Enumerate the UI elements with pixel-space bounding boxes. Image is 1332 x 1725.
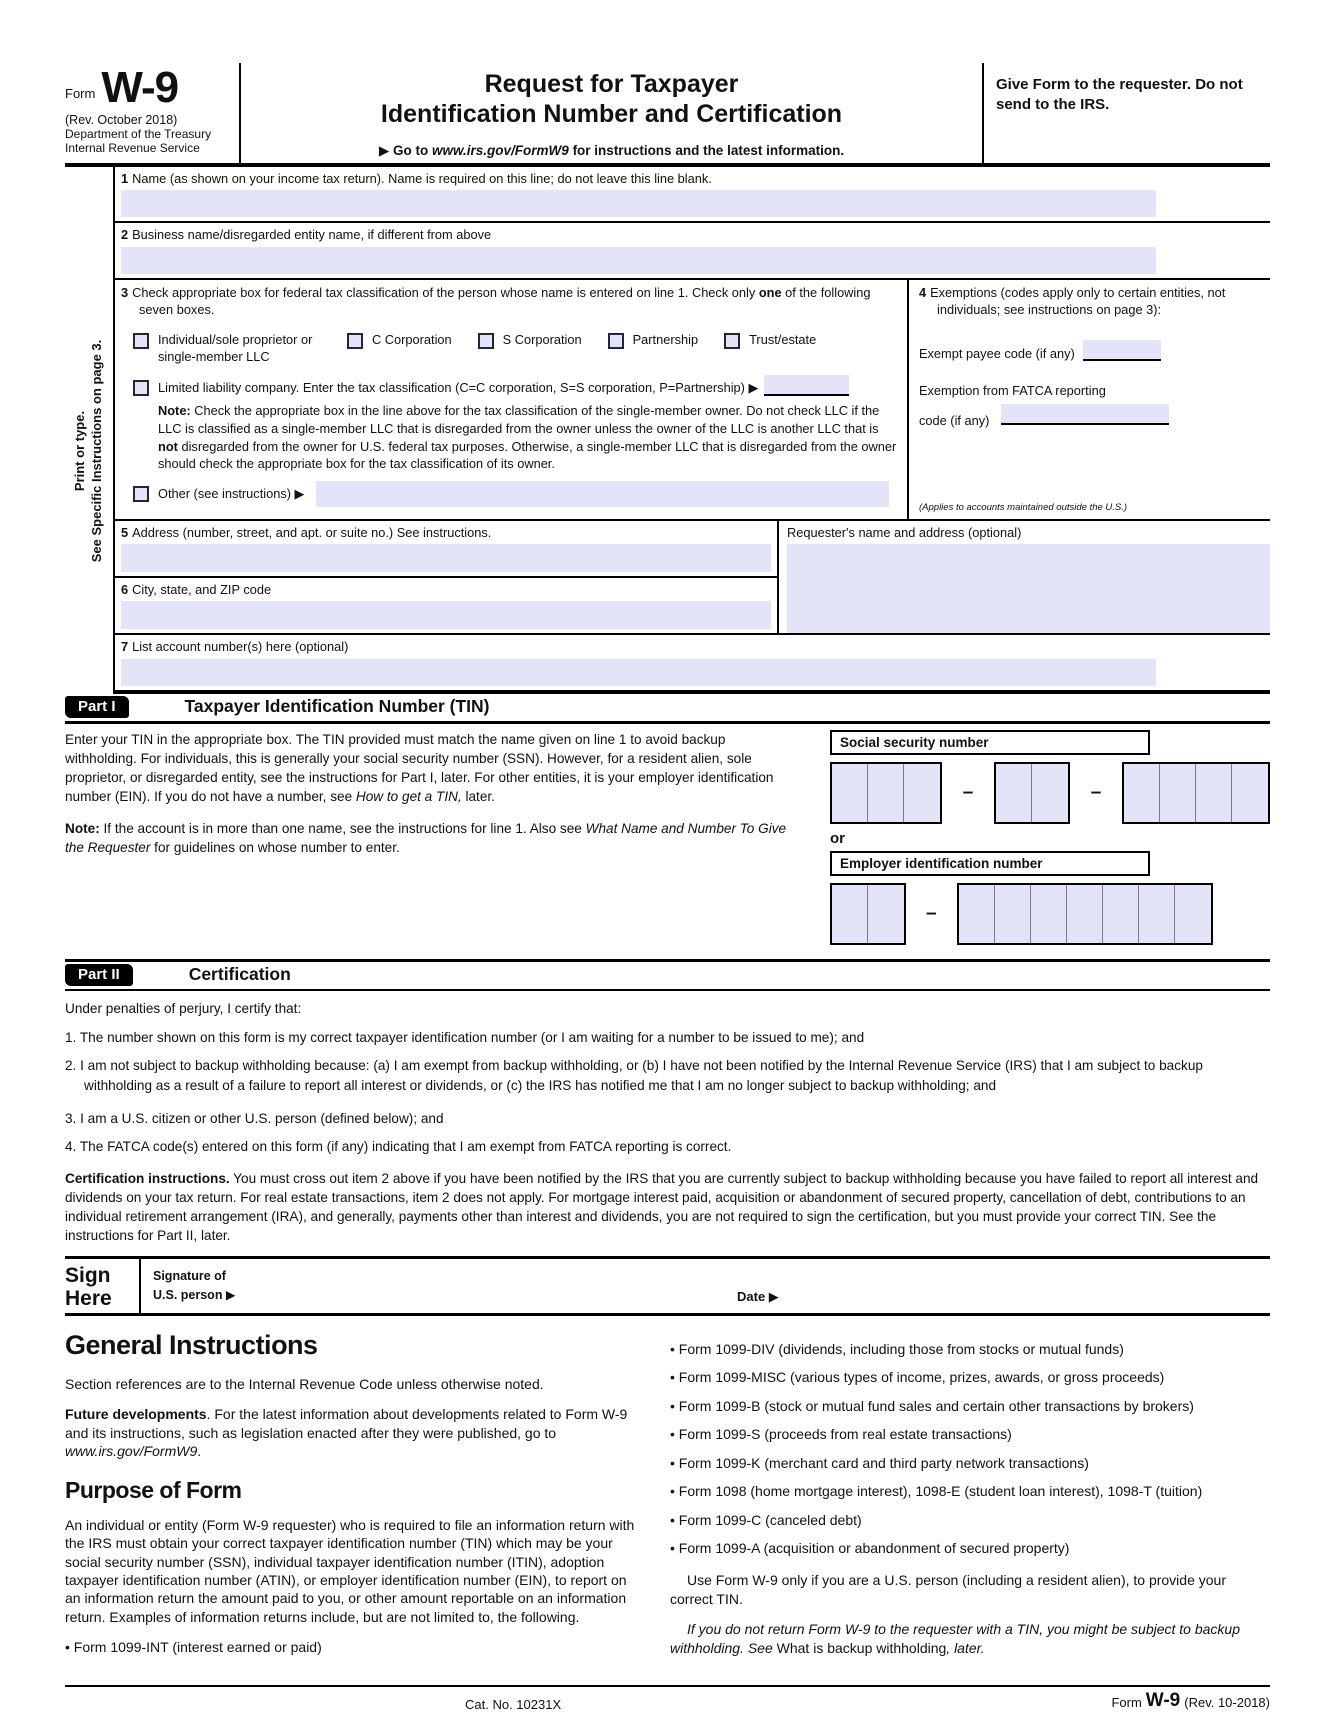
line1-label: Name (as shown on your income tax return). Name is required on this line; do not leave this line blank.: [132, 171, 712, 186]
requester-label: Requester's name and address (optional): [787, 524, 1022, 540]
ein-cells: [830, 883, 1270, 945]
line1-number: 1: [121, 171, 129, 186]
instructions-left-column: [65, 1330, 638, 1670]
here-word: Here: [65, 1287, 112, 1311]
llc-note: [158, 402, 897, 473]
certification-instructions: [65, 1169, 1270, 1246]
us-person-label: U.S. person ▶: [153, 1288, 236, 1303]
line2-label: Business name/disregarded entity name, if different from above: [132, 227, 492, 243]
general-instructions-title: General Instructions: [65, 1329, 318, 1360]
vertical-line2: See Specific Instructions on page 3.: [89, 340, 104, 563]
ein-group-1: [830, 883, 906, 945]
line6-label: City, state, and ZIP code: [132, 582, 272, 598]
date-input-area[interactable]: [779, 1259, 1270, 1313]
form-grid: [65, 167, 1270, 694]
tin-note-text: If the account is in more than one name, see the instructions for line 1. Also see: [99, 820, 586, 836]
backup-withholding-normal: What is backup withholding: [776, 1639, 947, 1656]
purpose-of-form-para: An individual or entity (Form W-9 requester) who is required to file an information return with the IRS must obtain your correct taxpayer identification number (TIN) which may be your social security number (SSN), individual taxpayer identification number (ITIN), adoption taxpayer identification number (ATIN), or employer identification number (EIN), to report on an information return the amount paid to you, or other amount reportable on an information return. Examples of information returns include, but are not limited to, the following.: [65, 1516, 635, 1625]
ssn-cell[interactable]: [1032, 764, 1068, 822]
part2-badge: Part II: [65, 964, 133, 986]
form-reference: [1111, 1691, 1270, 1710]
tin-para-italic: How to get a TIN,: [355, 788, 462, 804]
instructions-right-column: [670, 1330, 1270, 1670]
line4-label: Exemptions (codes apply only to certain entities, not individuals; see instructions on page 3):: [930, 284, 1226, 317]
department-line: Department of the Treasury: [65, 126, 212, 141]
backup-withholding-italic1: If you do not return Form W-9 to the requester with a TIN, you might be subject to backup withholding. See: [670, 1621, 1241, 1656]
signature-of-label: Signature of: [153, 1268, 226, 1283]
tin-para-end: later.: [461, 788, 495, 804]
exempt-payee-label: Exempt payee code (if any): [919, 346, 1075, 362]
or-label: or: [830, 829, 845, 847]
date-label: Date ▶: [737, 1288, 779, 1304]
ein-cell[interactable]: [1175, 885, 1211, 943]
general-instructions-section: [65, 1316, 1270, 1670]
purpose-of-form-title: Purpose of Form: [65, 1476, 242, 1503]
checkbox-label-partnership: Partnership: [632, 332, 699, 348]
exempt-payee-code-input[interactable]: [1083, 340, 1161, 361]
applies-note: (Applies to accounts maintained outside the U.S.): [919, 501, 1128, 513]
llc-note-text2: disregarded from the owner for U.S. federal tax purposes. Otherwise, a single-member LLC that is disregarded from the owner should check the appropriate box for the tax classification of its owner.: [158, 438, 897, 472]
checkbox-item-trust-estate: [724, 332, 816, 349]
goto-suffix: for instructions and the latest information.: [568, 143, 845, 158]
city-state-zip-input[interactable]: [121, 601, 771, 629]
ssn-group-1: [830, 762, 942, 824]
checkbox-individual[interactable]: [133, 333, 149, 349]
section-references-para: Section references are to the Internal Revenue Code unless otherwise noted.: [65, 1375, 544, 1392]
line3-classification-box: [115, 280, 907, 519]
line4-exemptions-box: [907, 280, 1270, 519]
backup-withholding-para: [670, 1620, 1270, 1657]
bullet-1099-c: • Form 1099-C (canceled debt): [670, 1511, 1270, 1529]
other-row: [133, 481, 889, 507]
checkbox-item-partnership: [608, 332, 698, 349]
bullet-1099-s: • Form 1099-S (proceeds from real estate transactions): [670, 1425, 1270, 1443]
sign-word: Sign: [65, 1263, 111, 1287]
bullet-1099-int: • Form 1099-INT (interest earned or paid): [65, 1638, 638, 1656]
other-input[interactable]: [316, 481, 889, 507]
line4-number: 4: [919, 284, 927, 300]
form-revision: (Rev. October 2018): [65, 112, 178, 127]
llc-note-bold: Note:: [158, 403, 191, 419]
ssn-group-2: [994, 762, 1070, 824]
llc-row: [133, 375, 897, 396]
ssn-label: Social security number: [830, 730, 1150, 755]
fatca-line: [919, 383, 1262, 428]
certification-item-2: 2. I am not subject to backup withholding because: (a) I am exempt from backup withholding, or (b) I have not been notified by the Internal Revenue Service (IRS) that I am subject to backup withholding as a result of a failure to report all interest or dividends, or (c) the IRS has notified me that I am no longer subject to backup withholding; and: [65, 1058, 1203, 1093]
ein-cell[interactable]: [1067, 885, 1103, 943]
part2-bar: [65, 962, 1270, 991]
ssn-cell[interactable]: [1124, 764, 1160, 822]
checkbox-c-corporation[interactable]: [347, 333, 363, 349]
form-number: W-9: [101, 63, 179, 112]
part1-bar: [65, 694, 1270, 724]
use-form-w9-para: Use Form W-9 only if you are a U.S. person (including a resident alien), to provide your correct TIN.: [670, 1572, 1226, 1607]
line5-number: 5: [121, 524, 129, 540]
tin-note-bold: Note:: [65, 820, 100, 836]
checkbox-item-s-corp: [478, 332, 582, 349]
future-developments-text: . For the latest information about developments related to Form W-9 and its instructions, such as legislation enacted after they were published, go to: [65, 1406, 628, 1441]
ein-dash: –: [926, 902, 937, 924]
service-line: Internal Revenue Service: [65, 141, 200, 156]
vertical-line1: Print or type.: [72, 411, 88, 492]
w9-form-page: [65, 63, 1270, 1725]
ein-cell[interactable]: [868, 885, 904, 943]
checkbox-item-individual: [133, 332, 321, 365]
ssn-cell[interactable]: [1196, 764, 1232, 822]
ssn-cell[interactable]: [832, 764, 868, 822]
left-sidebar: [65, 167, 115, 694]
ssn-dash-2: –: [1090, 781, 1102, 803]
certification-intro: Under penalties of perjury, I certify that:: [65, 1000, 302, 1016]
checkbox-label-s-corporation: S Corporation: [502, 332, 582, 348]
footer-revision: (Rev. 10-2018): [1184, 1695, 1270, 1711]
line1-row: [115, 167, 1270, 223]
line7-number: 7: [121, 639, 129, 655]
tin-note-end: for guidelines on whose number to enter.: [150, 839, 400, 855]
ein-cell[interactable]: [1103, 885, 1139, 943]
ein-cell[interactable]: [1031, 885, 1067, 943]
fatca-label-line1: Exemption from FATCA reporting: [919, 383, 1106, 399]
ssn-cell[interactable]: [904, 764, 940, 822]
tin-note-paragraph: [65, 819, 796, 857]
sign-here-row: [65, 1259, 1270, 1316]
tin-note-italic: What Name and Number To Give the Requester: [65, 820, 787, 855]
ein-cell[interactable]: [1139, 885, 1175, 943]
ein-cell[interactable]: [832, 885, 868, 943]
form-word: Form: [65, 85, 96, 101]
line7-row: [115, 635, 1270, 693]
future-developments-para: [65, 1405, 638, 1460]
fatca-label-line2: code (if any): [919, 413, 990, 429]
line3-label-post: of the following seven boxes.: [139, 284, 871, 317]
goto-prefix: Go to: [389, 143, 433, 158]
part1-title: Taxpayer Identification Number (TIN): [184, 696, 490, 717]
bullet-1098: • Form 1098 (home mortgage interest), 1098-E (student loan interest), 1098-T (tuition): [670, 1482, 1270, 1500]
line3-number: 3: [121, 284, 129, 300]
part1-badge: Part I: [65, 696, 129, 718]
certification-item-3: 3. I am a U.S. citizen or other U.S. person (defined below); and: [65, 1110, 444, 1126]
line5-label: Address (number, street, and apt. or suite no.) See instructions.: [132, 524, 492, 540]
certification-item-1: 1. The number shown on this form is my correct taxpayer identification number (or I am waiting for a number to be issued to me); and: [65, 1030, 865, 1046]
checkbox-label-trust-estate: Trust/estate: [749, 332, 817, 348]
fatca-code-input[interactable]: [1001, 404, 1169, 425]
line6-number: 6: [121, 582, 129, 598]
exempt-payee-line: [919, 340, 1262, 361]
business-name-input[interactable]: [121, 247, 1156, 274]
line2-row: [115, 223, 1270, 279]
bullet-1099-b: • Form 1099-B (stock or mutual fund sales and certain other transactions by brokers): [670, 1397, 1270, 1415]
sign-here-label: [65, 1259, 139, 1313]
footer-form-number: W-9: [1145, 1690, 1181, 1712]
checkbox-label-c-corporation: C Corporation: [372, 332, 452, 348]
checkbox-item-c-corp: [347, 332, 452, 349]
form-title-line1: Request for Taxpayer: [484, 70, 739, 98]
ein-cell[interactable]: [959, 885, 995, 943]
cert-instructions-bold: Certification instructions.: [65, 1170, 230, 1186]
requester-name-address-input[interactable]: [787, 544, 1270, 633]
tin-paragraph: [65, 730, 796, 806]
backup-withholding-italic2: , later.: [946, 1639, 985, 1656]
goto-line: [251, 143, 972, 159]
part2-title: Certification: [188, 964, 291, 985]
future-developments-end: .: [197, 1443, 202, 1460]
checkbox-s-corporation[interactable]: [478, 333, 494, 349]
ssn-group-3: [1122, 762, 1270, 824]
tin-entry-column: [830, 730, 1270, 951]
checkbox-other[interactable]: [133, 486, 149, 502]
header-left: [65, 63, 241, 163]
print-or-type-vertical-text: [72, 340, 106, 563]
name-input[interactable]: [121, 190, 1156, 217]
ssn-cell[interactable]: [868, 764, 904, 822]
footer-form-word: Form: [1111, 1695, 1142, 1711]
ssn-cell[interactable]: [1160, 764, 1196, 822]
checkbox-partnership[interactable]: [608, 333, 624, 349]
catalog-number: Cat. No. 10231X: [465, 1697, 562, 1713]
give-form-note: Give Form to the requester. Do not send to the IRS.: [982, 63, 1270, 163]
bullet-1099-div: • Form 1099-DIV (dividends, including those from stocks or mutual funds): [670, 1340, 1270, 1358]
line2-number: 2: [121, 227, 129, 243]
llc-classification-input[interactable]: [764, 375, 849, 396]
irs-url: www.irs.gov/FormW9: [432, 143, 569, 158]
future-developments-url: www.irs.gov/FormW9: [65, 1443, 198, 1460]
ein-cell[interactable]: [995, 885, 1031, 943]
certification-item-4: 4. The FATCA code(s) entered on this form (if any) indicating that I am exempt from FATCA reporting is correct.: [65, 1139, 732, 1155]
llc-label: Limited liability company. Enter the tax classification (C=C corporation, S=S corporation, P=Partnership) ▶: [158, 380, 759, 396]
ssn-cell[interactable]: [996, 764, 1032, 822]
ein-label: Employer identification number: [830, 851, 1150, 876]
line6-row: [115, 578, 777, 629]
signature-input-area[interactable]: [727, 1259, 737, 1313]
bullet-1099-a: • Form 1099-A (acquisition or abandonment of secured property): [670, 1539, 1270, 1557]
signature-label: [141, 1259, 727, 1313]
account-numbers-input[interactable]: [121, 659, 1156, 686]
part1-body: [65, 724, 1270, 962]
line7-label: List account number(s) here (optional): [132, 639, 349, 655]
header-center: [241, 63, 982, 163]
part2-body: [65, 991, 1270, 1259]
other-label: Other (see instructions) ▶: [158, 485, 305, 501]
line3-label-pre: Check appropriate box for federal tax classification of the person whose name is entered on line 1. Check only: [132, 284, 759, 300]
form-header: [65, 63, 1270, 167]
line5-row: [115, 521, 777, 578]
cert-instructions-text: You must cross out item 2 above if you have been notified by the IRS that you are currently subject to backup withholding because you have failed to report all interest and dividends on your tax return. For real estate transactions, item 2 does not apply. For mortgage interest paid, acquisition or abandonment of secured property, cancellation of debt, contributions to an individual retirement arrangement (IRA), and generally, payments other than interest and dividends, you are not required to sign the certification, but you must provide your correct TIN. See the instructions for Part II, later.: [65, 1170, 1259, 1244]
line3-label-one: one: [758, 284, 782, 300]
bullet-1099-misc: • Form 1099-MISC (various types of income, prizes, awards, or gross proceeds): [670, 1368, 1270, 1386]
arrow-right-icon: ▶: [378, 143, 390, 158]
form-title-line2: Identification Number and Certification: [380, 100, 843, 128]
ssn-dash-1: –: [962, 781, 974, 803]
checkbox-llc[interactable]: [133, 380, 149, 396]
tin-para-text: Enter your TIN in the appropriate box. The TIN provided must match the name given on line 1 to avoid backup withholding. For individuals, this is generally your social security number (SSN). However, for a resident alien, sole proprietor, or disregarded entity, see the instructions for Part I, later. For other entities, it is your employer identification number (EIN). If you do not have a number, see: [65, 731, 774, 804]
llc-note-text1: Check the appropriate box in the line above for the tax classification of the single-member owner. Do not check LLC if the LLC is classified as a single-member LLC that is disregarded from the owner unless the owner of the LLC is another LLC that is: [158, 403, 880, 436]
address-input[interactable]: [121, 544, 771, 572]
future-developments-bold: Future developments: [65, 1406, 207, 1423]
checkbox-label-individual: Individual/sole proprietor or single-member LLC: [158, 332, 313, 364]
checkbox-trust-estate[interactable]: [724, 333, 740, 349]
bullet-1099-k: • Form 1099-K (merchant card and third party network transactions): [670, 1454, 1270, 1472]
ein-group-2: [957, 883, 1213, 945]
ssn-cell[interactable]: [1232, 764, 1268, 822]
requester-box: [777, 521, 1270, 634]
llc-note-not: not: [158, 438, 178, 454]
page-footer: [65, 1685, 1270, 1725]
ssn-cells: [830, 762, 1270, 824]
